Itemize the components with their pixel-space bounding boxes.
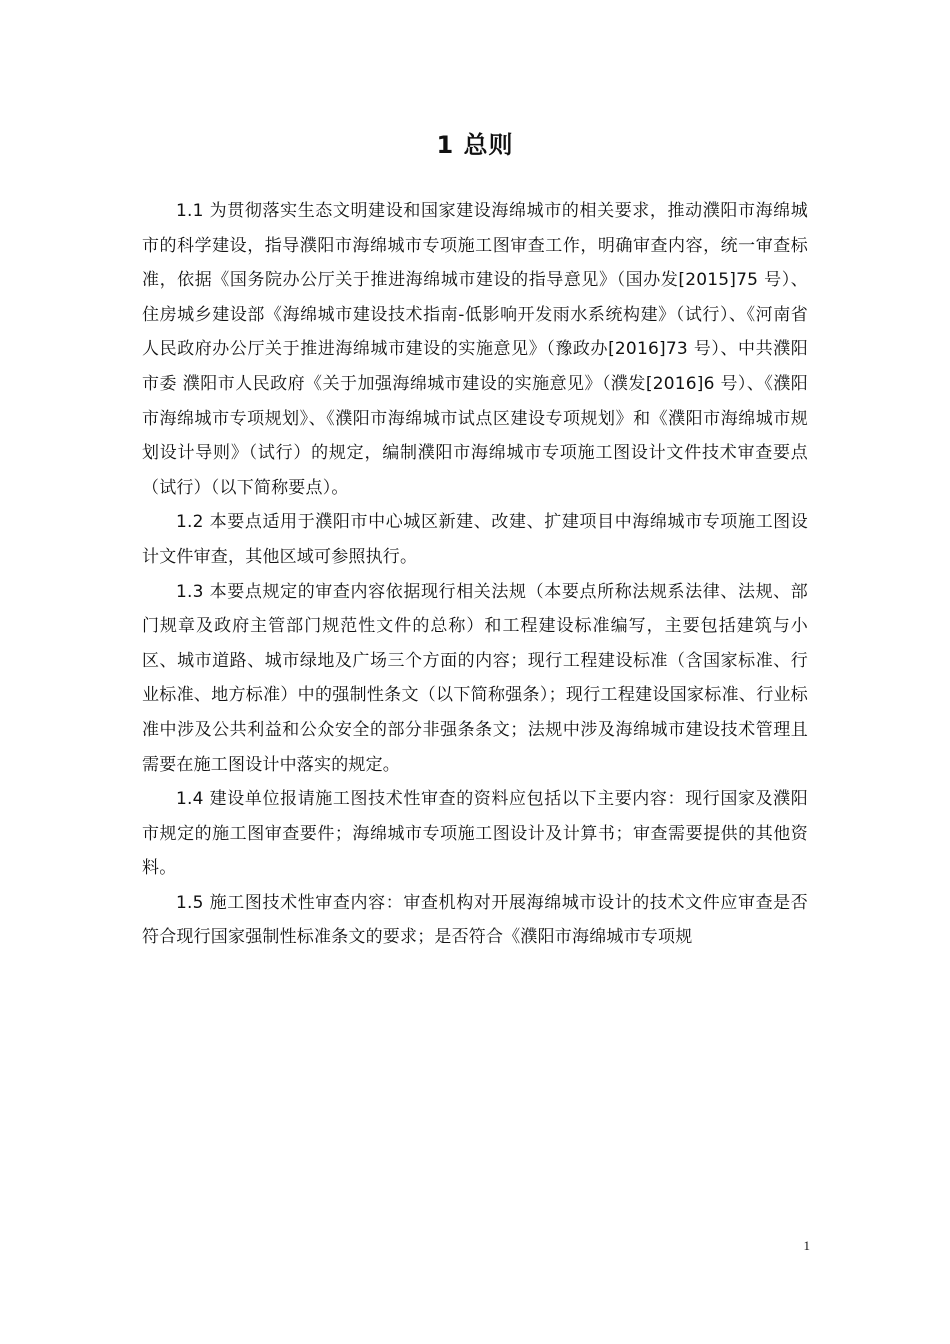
paragraph-1-1: 1.1 为贯彻落实生态文明建设和国家建设海绵城市的相关要求，推动濮阳市海绵城市的科学建设，指导濮阳市海绵城市专项施工图审查工作，明确审查内容，统一审查标准，依据《国务院办公厅关于推进海绵城市建设的指导意见》（国办发[2015]75 号）、住房城乡建设部《海绵城市建设技术指南-低影响开发雨水系统构建》（试行）、《河南省人民政府办公厅关于推进海绵城市建设的实施意见》（豫政办[2016]73 号）、中共濮阳市委 濮阳市人民政府《关于加强海绵城市建设的实施意见》（濮发[2016]6 号）、《濮阳市海绵城市专项规划》、《濮阳市海绵城市试点区建设专项规划》和《濮阳市海绵城市规划设计导则》（试行）的规定，编制濮阳市海绵城市专项施工图设计文件技术审查要点（试行）（以下简称要点）。	[142, 201, 808, 498]
paragraph-1-4: 1.4 建设单位报请施工图技术性审查的资料应包括以下主要内容：现行国家及濮阳市规定的施工图审查要件；海绵城市专项施工图设计及计算书；审查需要提供的其他资料。	[142, 789, 808, 879]
page-number: 1	[803, 1238, 810, 1253]
paragraph-1-2: 1.2 本要点适用于濮阳市中心城区新建、改建、扩建项目中海绵城市专项施工图设计文件审查，其他区域可参照执行。	[142, 512, 808, 567]
paragraph-1-5: 1.5 施工图技术性审查内容：审查机构对开展海绵城市设计的技术文件应审查是否符合现行国家强制性标准条文的要求；是否符合《濮阳市海绵城市专项规	[142, 892, 808, 948]
paragraph-1-3: 1.3 本要点规定的审查内容依据现行相关法规（本要点所称法规系法律、法规、部门规章及政府主管部门规范性文件的总称）和工程建设标准编写，主要包括建筑与小区、城市道路、城市绿地及广场三个方面的内容；现行工程建设标准（含国家标准、行业标准、地方标准）中的强制性条文（以下简称强条）；现行工程建设国家标准、行业标准中涉及公共利益和公众安全的部分非强条条文；法规中涉及海绵城市建设技术管理且需要在施工图设计中落实的规定。	[142, 581, 808, 775]
body-text	[142, 194, 808, 955]
chapter-title: 1 总则	[436, 131, 514, 159]
